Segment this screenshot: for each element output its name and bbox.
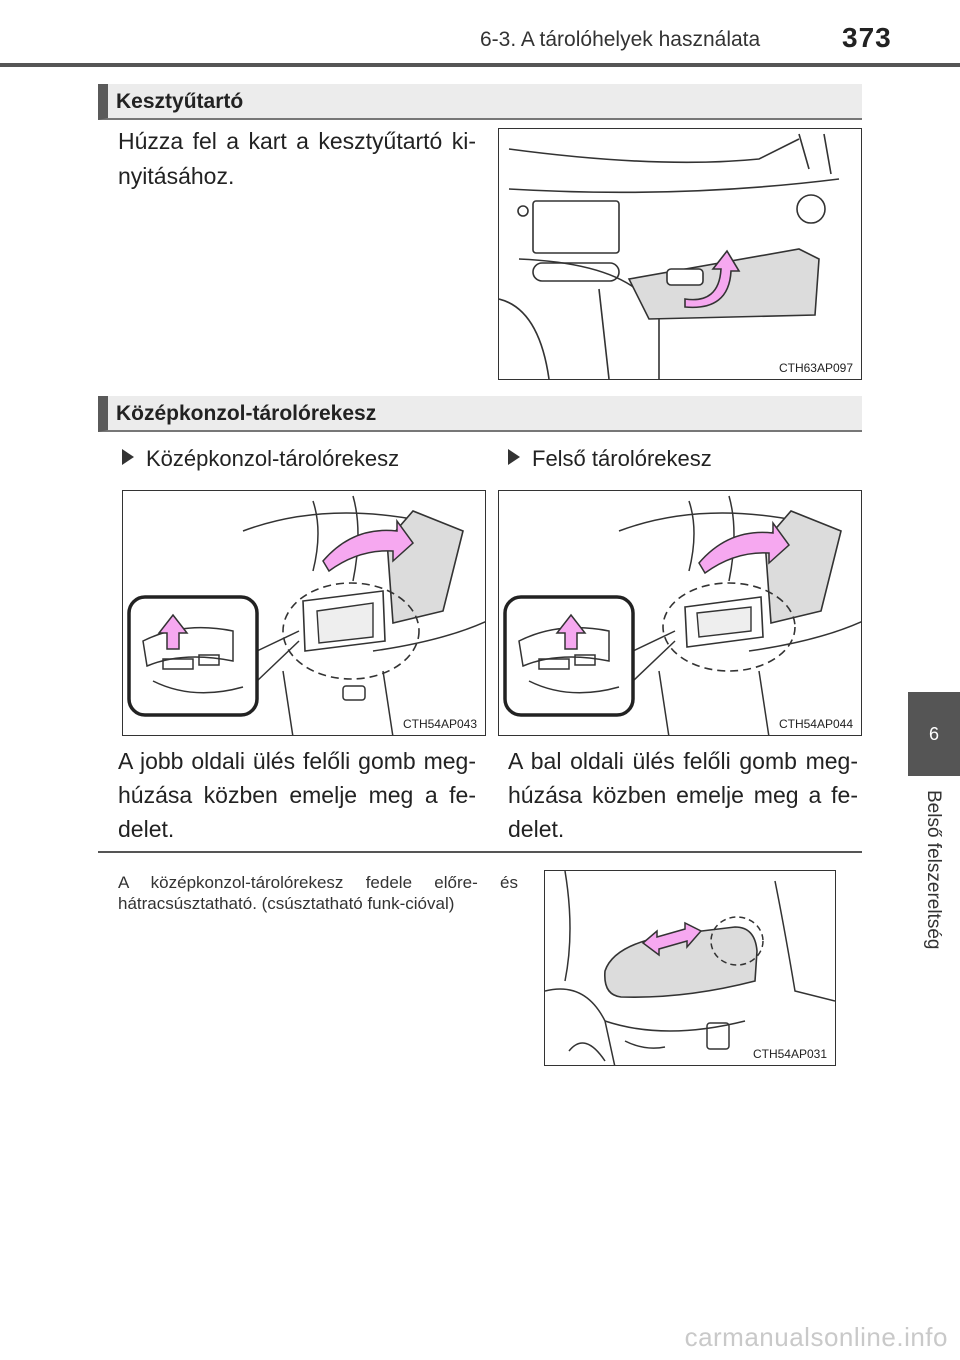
upper-box-illustration bbox=[498, 490, 862, 736]
bullet-triangle-icon bbox=[508, 449, 520, 465]
console-box-instruction: A jobb oldali ülés felőli gomb meg-húzása közben emelje meg a fe-delet. bbox=[118, 748, 476, 842]
figure-code: CTH54AP044 bbox=[778, 717, 853, 731]
button-detail-inset bbox=[505, 597, 633, 715]
bullet-label: Középkonzol-tárolórekesz bbox=[146, 446, 400, 471]
bullet-upper-box bbox=[508, 446, 712, 472]
bullet-triangle-icon bbox=[122, 449, 134, 465]
section-heading-text: Kesztyűtartó bbox=[116, 90, 244, 113]
section-heading-glovebox bbox=[98, 84, 862, 120]
page-number: 373 bbox=[842, 22, 892, 53]
console-box-drawing bbox=[123, 491, 486, 736]
section-divider bbox=[98, 851, 862, 853]
section-heading-console bbox=[98, 396, 862, 432]
sliding-lid-illustration bbox=[544, 870, 836, 1066]
upper-box-instruction: A bal oldali ülés felőli gomb meg-húzása közben emelje meg a fe-delet. bbox=[508, 748, 858, 842]
console-box-illustration bbox=[122, 490, 486, 736]
watermark: carmanualsonline.info bbox=[684, 1322, 948, 1352]
chapter-tab: 6 bbox=[908, 692, 960, 776]
glovebox-instruction: Húzza fel a kart a kesztyűtartó ki-nyitásához. bbox=[118, 128, 476, 189]
sliding-lid-note: A középkonzol-tárolórekesz fedele előre- és hátracsúsztatható. (csúsztatható funk-cióval) bbox=[118, 873, 518, 913]
chapter-label: Belső felszereltség bbox=[923, 790, 944, 950]
header-rule bbox=[0, 63, 960, 67]
figure-code: CTH54AP043 bbox=[402, 717, 477, 731]
glovebox-illustration bbox=[498, 128, 862, 380]
glovebox-drawing bbox=[499, 129, 862, 380]
sliding-lid-drawing bbox=[545, 871, 836, 1066]
bullet-console-box bbox=[122, 446, 399, 472]
bullet-label: Felső tárolórekesz bbox=[532, 446, 712, 471]
upper-box-drawing bbox=[499, 491, 862, 736]
figure-code: CTH63AP097 bbox=[778, 361, 853, 375]
running-header: 6-3. A tárolóhelyek használata bbox=[480, 28, 761, 51]
section-heading-text: Középkonzol-tárolórekesz bbox=[116, 402, 377, 425]
figure-code: CTH54AP031 bbox=[752, 1047, 827, 1061]
button-detail-inset bbox=[129, 597, 257, 715]
